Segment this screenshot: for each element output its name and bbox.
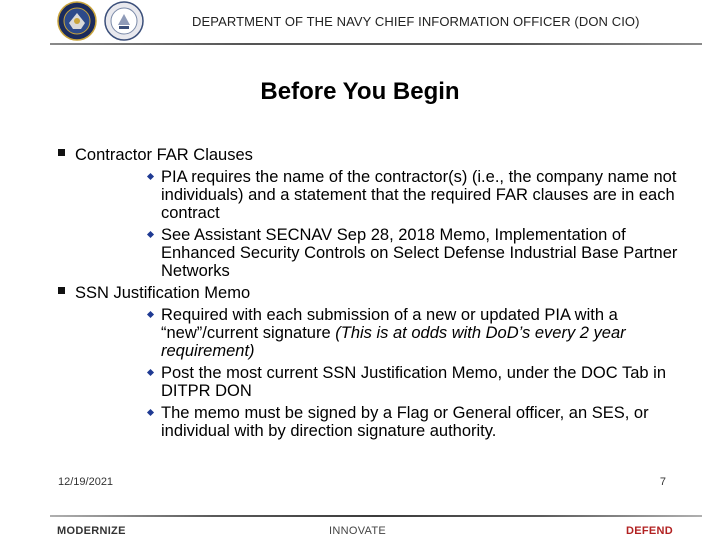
slide-body [58,146,698,444]
header-divider [50,43,702,45]
sub-bullet-text: Required with each submission of a new or updated PIA with a “new”/current signature [161,306,618,342]
navy-seal-icon [57,1,97,41]
footer-modernize: MODERNIZE [57,525,126,537]
page-number: 7 [659,476,666,488]
footer-date: 12/19/2021 [58,476,114,488]
sub-bullet [147,364,681,400]
bullet-ssn-justification-memo [58,284,698,302]
slide-header [0,0,720,46]
sub-bullet [147,168,681,222]
footer-divider [50,515,702,517]
diamond-bullet-icon [147,231,154,238]
diamond-bullet-icon [147,409,154,416]
sub-bullet-text: Post the most current SSN Justification Memo, under the DOC Tab in DITPR DON [161,364,666,400]
sub-bullet [147,306,681,360]
footer-defend: DEFEND [626,525,674,537]
footer-innovate: INNOVATE [329,525,386,537]
cio-seal-icon [104,1,144,41]
diamond-bullet-icon [147,173,154,180]
sub-bullet [147,226,681,280]
square-bullet-icon [58,149,65,156]
slide-title: Before You Begin [260,78,460,105]
square-bullet-icon [58,287,65,294]
diamond-bullet-icon [147,369,154,376]
bullet-contractor-far-clauses [58,146,698,164]
bullet-text: Contractor FAR Clauses [75,146,253,164]
bullet-text: SSN Justification Memo [75,284,251,302]
diamond-bullet-icon [147,311,154,318]
sub-bullet-text: See Assistant SECNAV Sep 28, 2018 Memo, Implementation of Enhanced Security Controls on Select Defense Industrial Base Partner Networks [161,226,678,280]
organization-title: DEPARTMENT OF THE NAVY CHIEF INFORMATION OFFICER (DON CIO) [192,14,640,29]
sub-bullet-text: The memo must be signed by a Flag or General officer, an SES, or individual with by direction signature authority. [161,404,649,440]
sub-bullet-text: PIA requires the name of the contractor(s) (i.e., the company name not individuals) and a statement that the required FAR clauses are in each contract [161,168,677,222]
sub-bullet-italic-note: (This is at odds with DoD’s every 2 year requirement) [161,324,626,360]
sub-bullet [147,404,681,440]
